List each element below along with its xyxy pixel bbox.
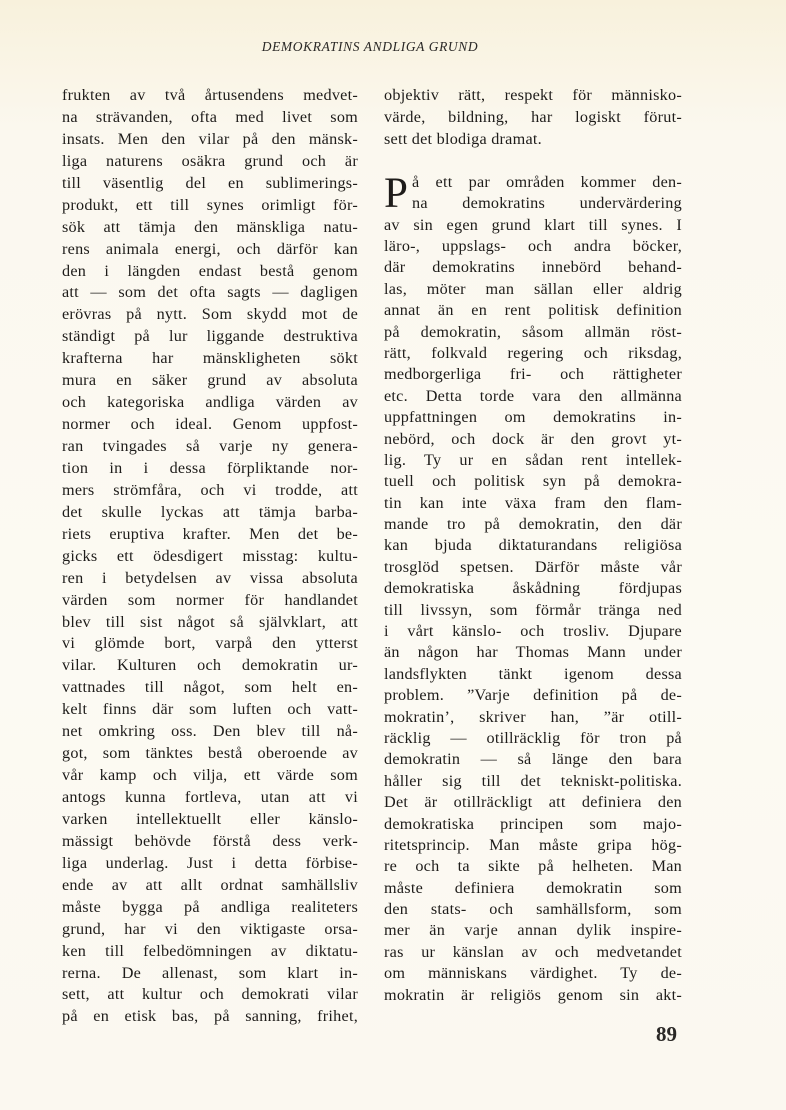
text-line: rätt, folkvald regering och riksdag, — [384, 343, 682, 362]
text-line: produkt, ett till synes orimligt för- — [62, 195, 358, 214]
right-column — [384, 85, 682, 1006]
text-line: den stats- och samhällsform, som — [384, 900, 682, 919]
text-line: varken intellektuellt eller känslo- — [62, 809, 358, 828]
text-line: normer och ideal. Genom uppfost- — [62, 415, 358, 434]
page-number: 89 — [656, 1022, 677, 1046]
text-line: ritetsprincip. Man måste gripa hög- — [384, 835, 682, 854]
text-line: got, som tänktes bestå oberoende av — [62, 744, 358, 763]
text-line: landsflykten tänkt igenom dessa — [384, 664, 682, 683]
text-line: där demokratins innebörd behand- — [384, 258, 682, 277]
text-line: att — som det ofta sagts — dagligen — [62, 283, 358, 302]
text-line: om människans värdighet. Ty de- — [384, 964, 682, 983]
text-line: rerna. De allenast, som klart in- — [62, 963, 358, 982]
text-line: på demokratin, såsom allmän röst- — [384, 322, 682, 341]
text-line: på en etisk bas, på sanning, frihet, — [62, 1007, 358, 1026]
text-line: rens animala energi, och därför kan — [62, 239, 358, 258]
text-line: håller sig till det tekniskt-politiska. — [384, 771, 682, 790]
text-line: mers strömfåra, och vi trodde, att — [62, 480, 358, 499]
text-line: Det är otillräckligt att definiera den — [384, 793, 682, 812]
text-line: tion in i dessa förpliktande nor- — [62, 458, 358, 477]
text-line: grund, har vi den viktigaste orsa- — [62, 919, 358, 938]
text-line: liga underlag. Just i detta förbise- — [62, 853, 358, 872]
text-line: till livssyn, som förmår tränga ned — [384, 600, 682, 619]
paragraph-2 — [384, 169, 682, 1006]
text-line: krafterna har mänskligheten sökt — [62, 349, 358, 368]
text-line: ras ur känslan av och medvetandet — [384, 942, 682, 961]
text-line: antogs kunna fortleva, utan att vi — [62, 788, 358, 806]
text-line: erövras på nytt. Som skydd mot de — [62, 305, 358, 324]
text-line: till väsentlig del en sublimerings- — [62, 173, 358, 192]
text-line: riets eruptiva krafter. Men det be- — [62, 524, 358, 543]
text-line: ren i betydelsen av vissa absoluta — [62, 568, 358, 587]
text-line: vilar. Kulturen och demokratin ur- — [62, 656, 358, 675]
text-line: gicks ett ödesdigert misstag: kultu- — [62, 546, 358, 565]
text-line: tuell och politisk syn på demokra- — [384, 472, 682, 491]
text-line: mer än varje annan dylik inspire- — [384, 921, 682, 940]
text-line: vattnades till något, som helt en- — [62, 678, 358, 697]
text-line: mande tro på demokratin, den där — [384, 515, 682, 534]
text-line: mokratin’, skriver han, ”är otill- — [384, 707, 682, 726]
text-line: vi glömde bort, varpå den ytterst — [62, 634, 358, 653]
text-line: måste definiera demokratin som — [384, 878, 682, 897]
text-line: ken till felbedömningen av diktatu- — [62, 941, 358, 960]
text-line: räcklig — otillräcklig för tron på — [384, 728, 682, 747]
text-line: blev till sist något så självklart, att — [62, 612, 358, 631]
text-line: värden som normer för handlandet — [62, 590, 358, 609]
text-line: insats. Men den vilar på den mänsk- — [62, 129, 358, 148]
text-line: problem. ”Varje definition på de- — [384, 686, 682, 705]
text-line: re och ta sikte på helheten. Man — [384, 857, 682, 876]
text-line: medborgerliga fri- och rättigheter — [384, 365, 682, 384]
text-line: tin kan inte växa fram den flam- — [384, 493, 682, 512]
text-line: annat än en rent politisk definition — [384, 301, 682, 320]
text-line: den i längden endast bestå genom — [62, 261, 358, 280]
text-line: i vårt känslo- och trosliv. Djupare — [384, 622, 682, 641]
text-line: uppfattningen om demokratins in- — [384, 408, 682, 427]
text-line: na demokratins undervärdering — [412, 194, 682, 213]
text-line: värde, bildning, har logiskt förut- — [384, 107, 682, 126]
text-line: å ett par områden kommer den- — [412, 172, 682, 191]
text-line: måste bygga på andliga realiteters — [62, 897, 358, 916]
drop-cap: P — [384, 169, 408, 217]
text-line: demokratiska åskådning fördjupas — [384, 579, 682, 598]
text-line: läro-, uppslags- och andra böcker, — [384, 236, 682, 255]
paragraph-1 — [384, 85, 682, 151]
text-line: demokratiska principen som majo- — [384, 814, 682, 833]
text-line: etc. Detta torde vara den allmänna — [384, 386, 682, 405]
text-line: sett det blodiga dramat. — [384, 129, 542, 148]
text-line: mokratin är religiös genom sin akt- — [384, 985, 682, 1004]
text-line: lig. Ty ur en sådan rent intellek- — [384, 450, 682, 469]
text-line: sök att tämja den mänskliga natu- — [62, 217, 358, 236]
text-line: än någon har Thomas Mann under — [384, 643, 682, 662]
text-line: sett, att kultur och demokrati vilar — [62, 985, 358, 1004]
running-head: DEMOKRATINS ANDLIGA GRUND — [261, 39, 479, 54]
text-line: objektiv rätt, respekt för människo- — [384, 86, 682, 104]
text-line: ran tvingades så varje ny genera- — [62, 437, 358, 455]
text-line: frukten av två årtusendens medvet- — [62, 86, 358, 104]
text-line: kan bjuda diktaturandans religiösa — [384, 536, 682, 555]
text-line: nebörd, och dock är den grovt yt- — [384, 429, 682, 448]
text-line: det skulle lyckas att tämja barba- — [62, 502, 358, 521]
text-line: liga naturens osäkra grund och är — [62, 151, 358, 170]
text-line: och kategoriska andliga värden av — [62, 393, 358, 412]
left-column — [62, 85, 358, 1028]
text-line: mässigt behövde förstå dess verk- — [62, 831, 358, 850]
text-line: ständigt på lur liggande destruktiva — [62, 327, 358, 346]
text-line: vår kamp och vilja, ett värde som — [62, 766, 358, 785]
text-line: net omkring oss. Den blev till nå- — [62, 722, 358, 741]
text-line: mura en säker grund av absoluta — [62, 371, 358, 390]
text-line: kelt finns där som luften och vatt- — [62, 700, 358, 719]
text-line: ende av att allt ordnat samhällsliv — [62, 875, 358, 894]
text-line: trosglöd spetsen. Därför måste vår — [384, 557, 682, 576]
text-line: demokratin — så länge den bara — [384, 750, 682, 769]
text-line: av sin egen grund klart till synes. I — [384, 215, 682, 234]
text-line: na strävanden, ofta med livet som — [62, 107, 358, 126]
text-line: las, möter man sällan eller aldrig — [384, 279, 682, 298]
